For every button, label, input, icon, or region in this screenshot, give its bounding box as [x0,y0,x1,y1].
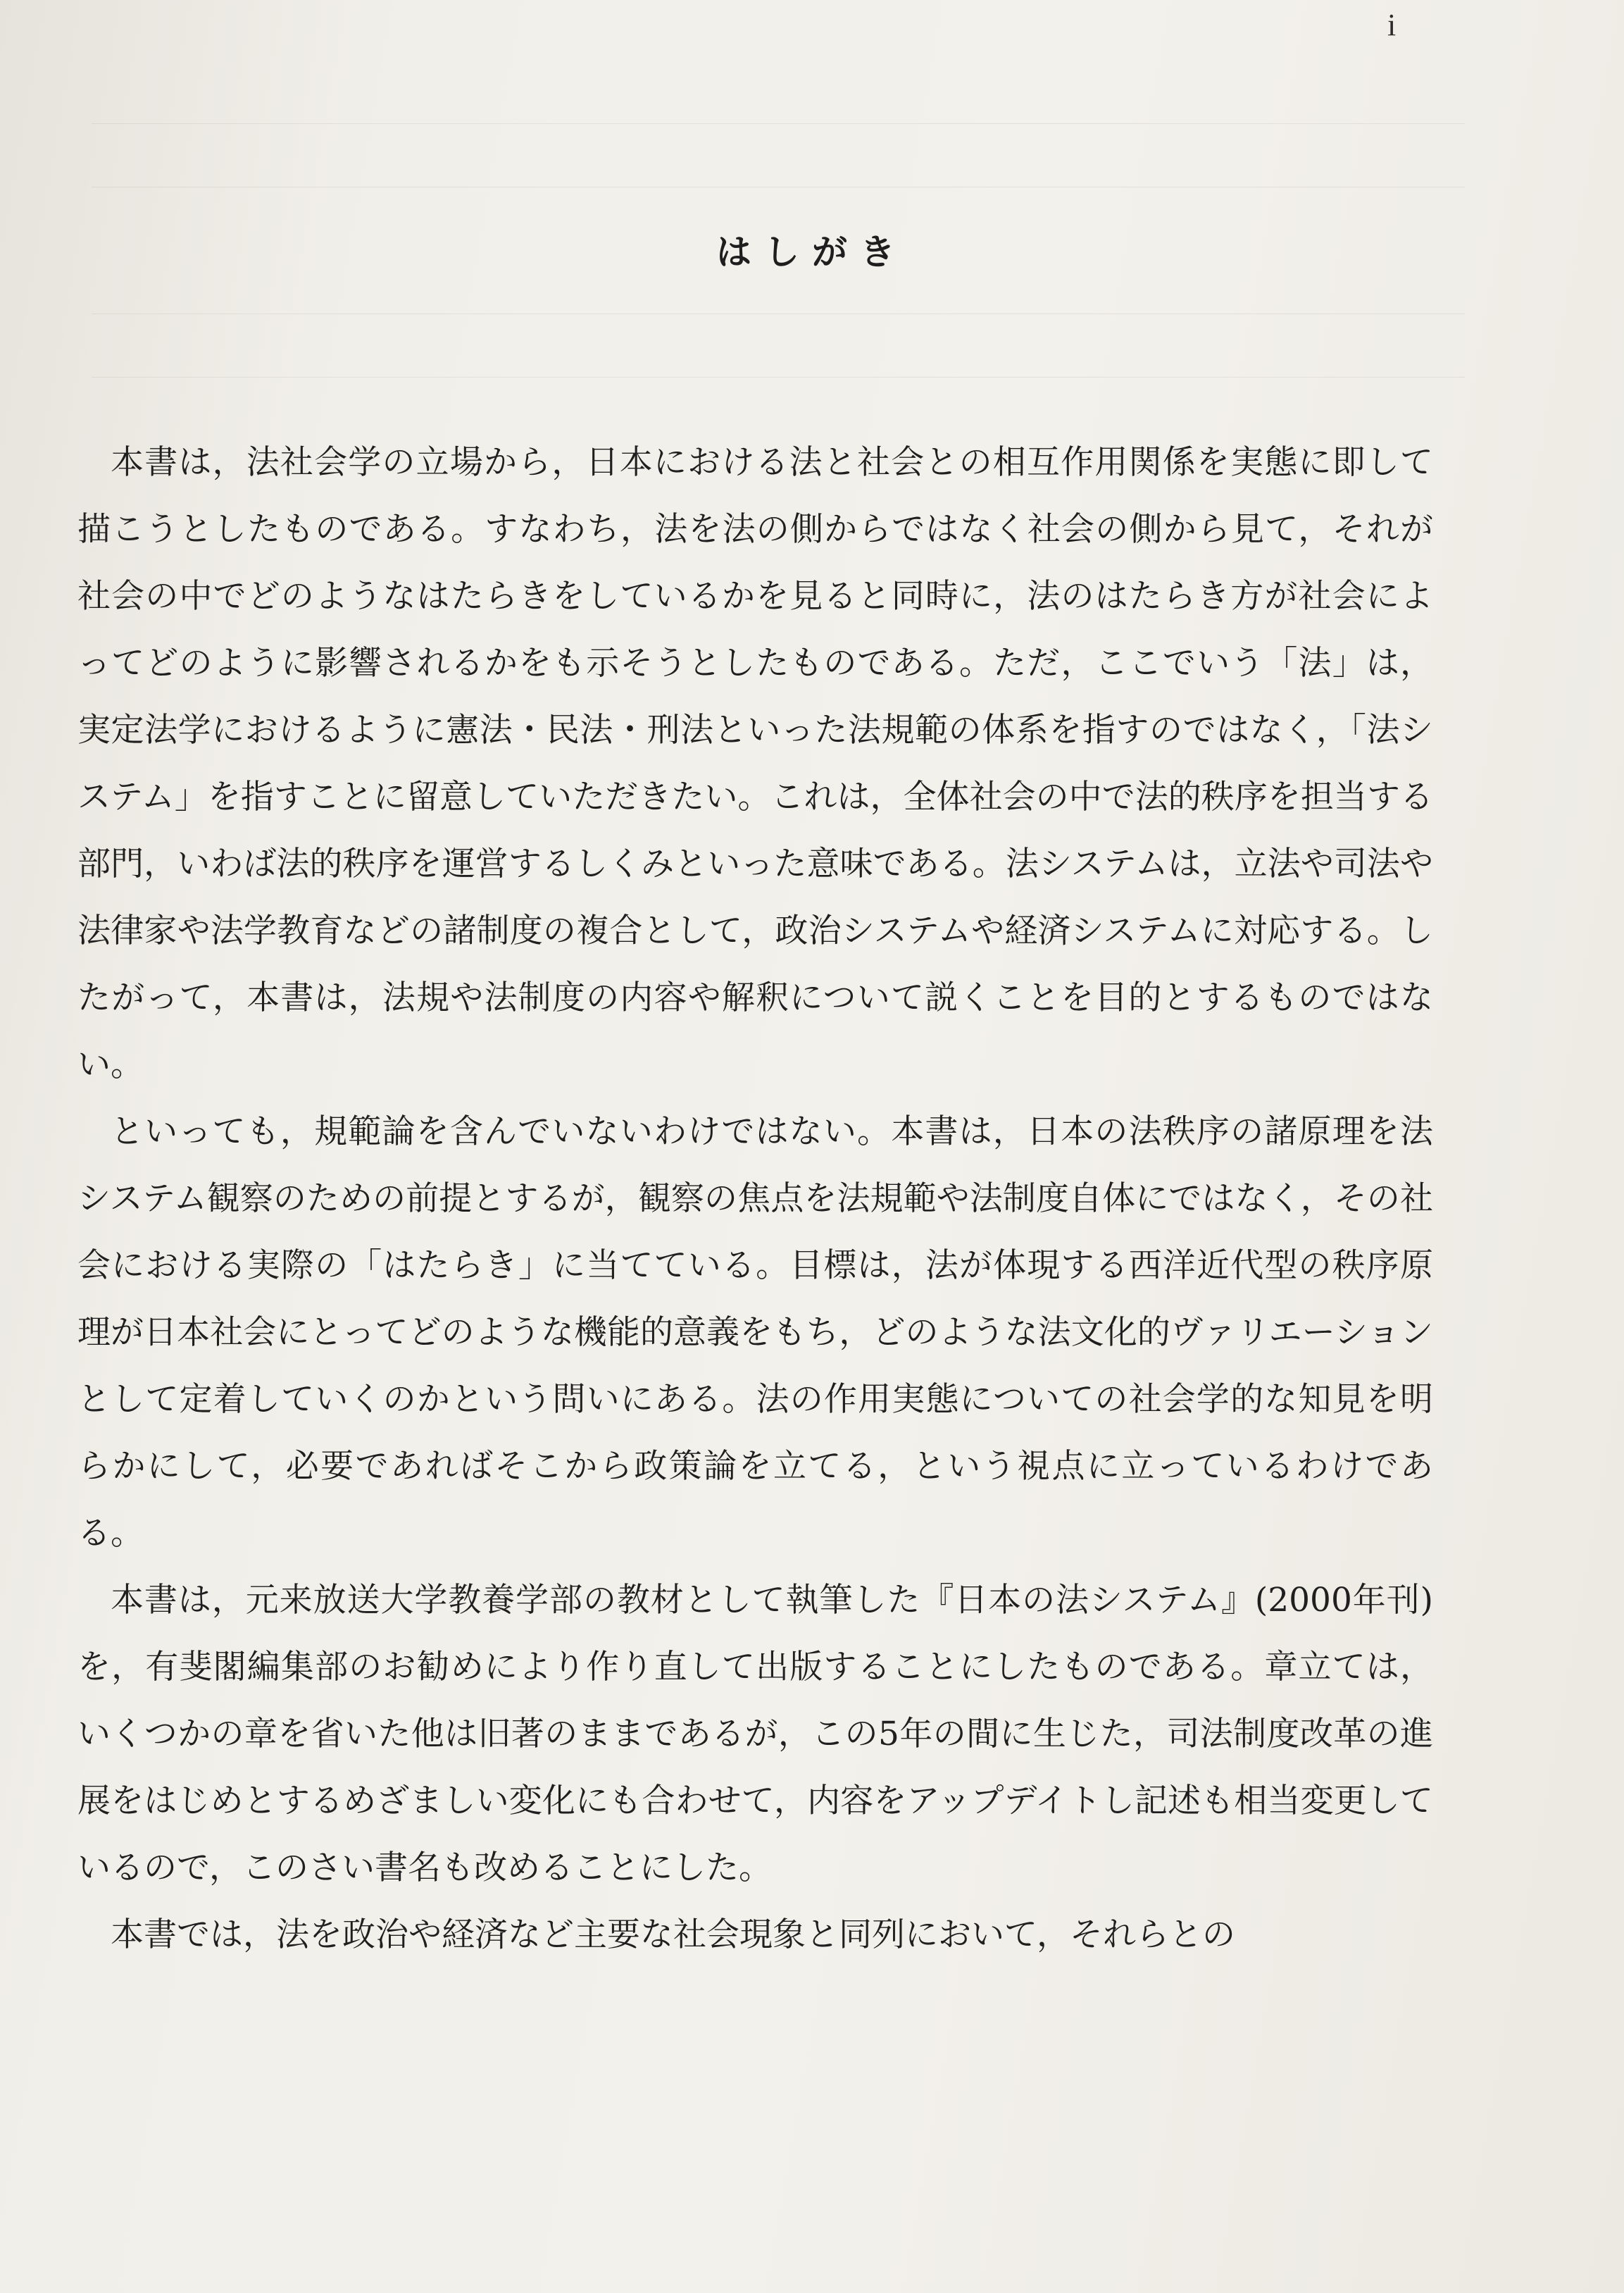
bleed-through-line [92,313,1465,314]
page-number: i [1387,8,1397,42]
bleed-through-line [92,123,1465,124]
body-text [77,429,1433,1968]
paragraph-1: 本書は，法社会学の立場から，日本における法と社会との相互作用関係を実態に即して描こうとしたものである。すなわち，法を法の側からではなく社会の側から見て，それが社会の中でどのようなはたらきをしているかを見ると同時に，法のはたらき方が社会によってどのように影響されるかをも示そうとしたものである。ただ，ここでいう「法」は，実定法学におけるように憲法・民法・刑法といった法規範の体系を指すのではなく，「法システム」を指すことに留意していただきたい。これは，全体社会の中で法的秩序を担当する部門，いわば法的秩序を運営するしくみといった意味である。法システムは，立法や司法や法律家や法学教育などの諸制度の複合として，政治システムや経済システムに対応する。したがって，本書は，法規や法制度の内容や解釈について説くことを目的とするものではない。 [77,443,1433,1084]
paragraph-4: 本書では，法を政治や経済など主要な社会現象と同列において，それらとの [111,1915,1236,1954]
paragraph-3: 本書は，元来放送大学教養学部の教材として執筆した『日本の法システム』(2000年刊) を，有斐閣編集部のお勧めにより作り直して出版することにしたものである。章立ては，いくつかの章を省いた他は旧著のままであるが，この5年の間に生じた，司法制度改革の進展をはじめとするめざましい変化にも合わせて，内容をアップデイトし記述も相当変更しているので，このさい書名も改めることにした。 [77,1581,1433,1887]
paragraph-2: といっても，規範論を含んでいないわけではない。本書は，日本の法秩序の諸原理を法システム観察のための前提とするが，観察の焦点を法規範や法制度自体にではなく，その社会における実際の「はたらき」に当てている。目標は，法が体現する西洋近代型の秩序原理が日本社会にとってどのような機能的意義をもち，どのような法文化的ヴァリエーションとして定着していくのかという問いにある。法の作用実態についての社会学的な知見を明らかにして，必要であればそこから政策論を立てる，という視点に立っているわけである。 [77,1112,1433,1553]
page-title: はしがき [716,232,908,273]
bleed-through-line [92,377,1465,378]
